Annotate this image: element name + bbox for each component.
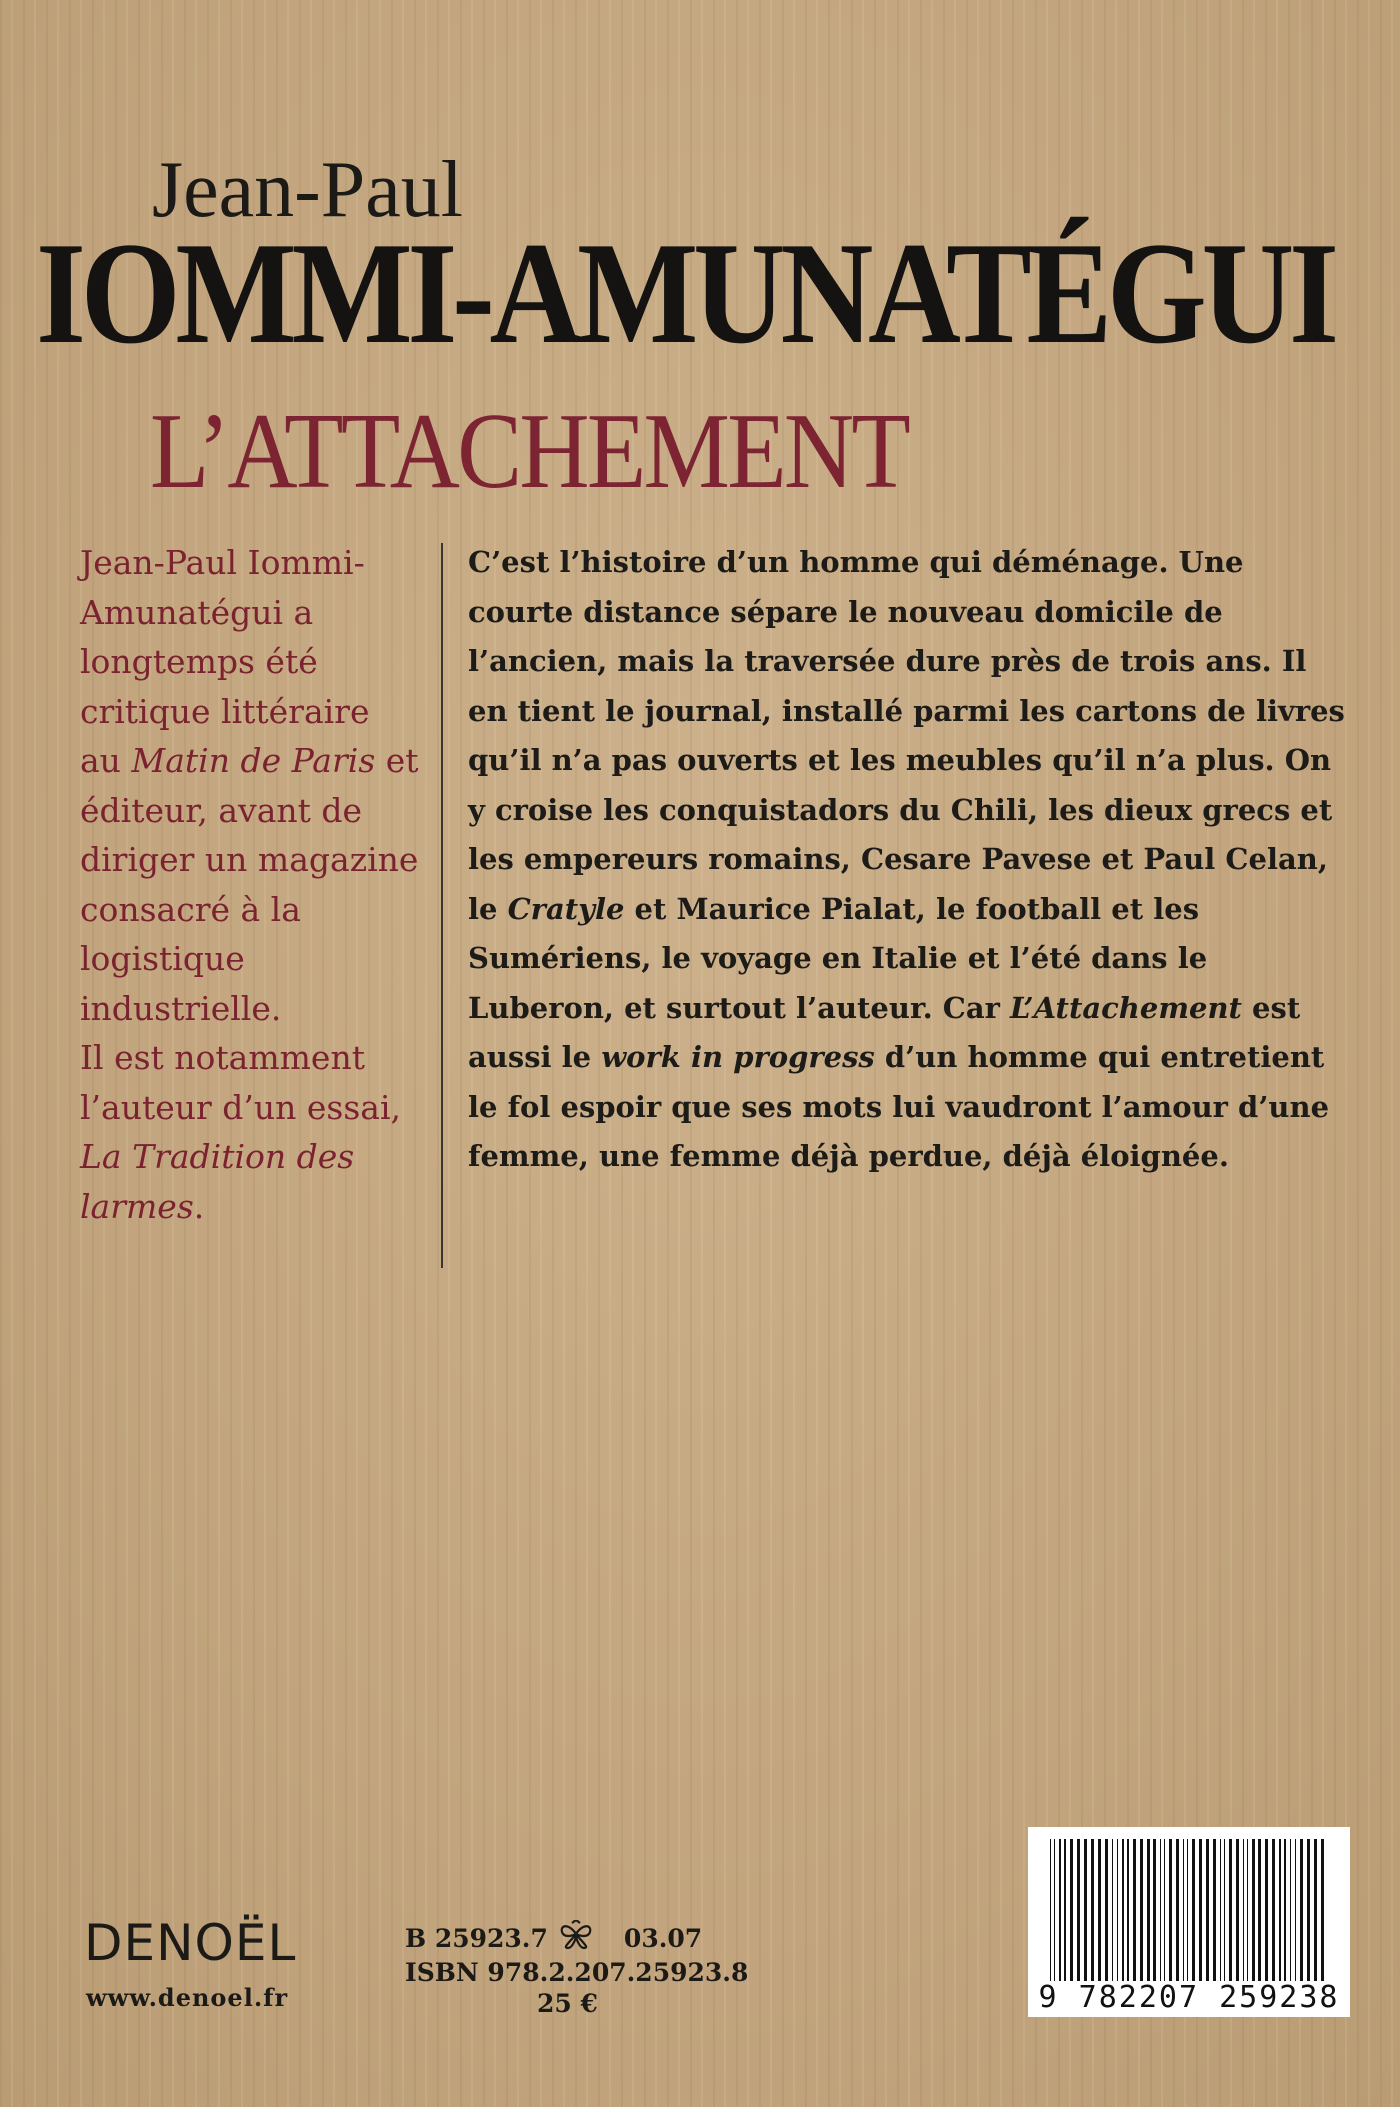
barcode-bar [1300,1839,1303,1981]
publisher-logo: DENOËL [84,1914,297,1972]
barcode-bar [1314,1839,1317,1981]
summary-text: est aussi le [468,990,1301,1074]
summary-text: d’un homme qui entretient le fol espoir que ses mots lui vaudront l’amour d’une femme, une femme déjà perdue, déjà éloignée. [468,1040,1330,1173]
publisher-url: www.denoel.fr [86,1983,289,2012]
barcode-bar [1192,1839,1195,1997]
bio-essay-title: La Tradition des larmes [80,1137,355,1226]
barcode-bar [1070,1839,1073,1981]
barcode-bar [1050,1839,1051,1997]
barcode-bar [1258,1839,1261,1981]
barcode-bar [1059,1839,1061,1981]
publisher-emblem-icon [554,1920,598,1957]
date-code: 03.07 [623,1924,703,1953]
bio-text: . [193,1186,205,1226]
barcode-bar [1117,1839,1118,1981]
bio-text: Il est notamment l’auteur d’un essai, [80,1038,402,1127]
barcode-bar [1252,1839,1255,1981]
isbn: ISBN 978.2.207.25923.8 [405,1958,749,1987]
price: 25 € [537,1989,598,2018]
barcode-bar [1295,1839,1296,1981]
barcode-bar [1290,1839,1291,1981]
barcode-digits: 9 782207 259238 [1028,1981,1350,2015]
summary-italic: L’Attachement [1010,990,1242,1025]
barcode-bar [1206,1839,1209,1981]
barcode-bar [1105,1839,1108,1981]
barcode-bar [1284,1839,1286,1981]
barcode-bar [1084,1839,1087,1981]
author-bio [80,538,420,1231]
barcode-bar [1160,1839,1161,1981]
barcode-bar [1213,1839,1216,1981]
bio-newspaper-title: Matin de Paris [131,741,376,780]
book-code: B 25923.7 [405,1924,548,1953]
book-codes [405,1920,749,2019]
barcode-bar [1176,1839,1179,1981]
barcode-bar [1153,1839,1156,1981]
barcode-bar [1199,1839,1202,1981]
bio-text: Jean-Paul Iommi-Amunatégui a longtemps été critique littéraire au [80,543,370,780]
book-summary [468,538,1348,1182]
barcode [1028,1827,1350,2017]
barcode-bar [1140,1839,1143,1981]
bio-text: et éditeur, avant de diriger un magazine consacré à la logistique industrielle. [80,741,419,1028]
summary-italic: work in progress [601,1040,875,1074]
summary-text: C’est l’histoire d’un homme qui déménage. Une courte distance sépare le nouveau domicile de l’ancien, mais la traversée dure près de trois ans. Il en tient le journal, installé parmi les cartons de livres qu’il n’a pas ouverts et les meubles qu’il n’a plus. On y croise les conquistadors du Chili, les dieux grecs et les empereurs romains, Cesare Pavese et Paul Celan, le [468,545,1345,926]
summary-italic: Cratyle [507,891,625,926]
barcode-bar [1187,1839,1188,1997]
barcode-bar [1098,1839,1101,1981]
summary-text: et Maurice Pialat, le football et les Sumériens, le voyage en Italie et l’été dans le Luberon, et surtout l’auteur. Car [468,891,1208,1025]
barcode-bar [1279,1839,1281,1981]
column-divider [441,543,443,1268]
author-first-name: Jean-Paul [152,146,464,234]
barcode-bar [1236,1839,1239,1981]
author-last-name: IOMMI-AMUNATÉGUI [36,212,1334,374]
barcode-bar [1077,1839,1080,1981]
barcode-bar [1265,1839,1268,1981]
barcode-bar [1243,1839,1244,1981]
barcode-bar [1054,1839,1055,1997]
barcode-bar [1169,1839,1172,1981]
barcode-bar [1307,1839,1310,1981]
barcode-bar [1247,1839,1248,1981]
code-line [405,1920,745,1957]
barcode-bar [1064,1839,1066,1981]
barcode-bar [1147,1839,1150,1981]
barcode-bar [1164,1839,1165,1981]
barcode-bar [1224,1839,1225,1981]
barcode-bar [1183,1839,1184,1981]
book-title: L’ATTACHEMENT [150,392,909,511]
barcode-bar [1229,1839,1232,1981]
barcode-bar [1127,1839,1129,1981]
barcode-bar [1220,1839,1221,1981]
barcode-bar [1321,1839,1324,1997]
barcode-bar [1091,1839,1094,1981]
barcode-bar [1112,1839,1113,1981]
barcode-bar [1122,1839,1124,1981]
barcode-bar [1272,1839,1275,1981]
barcode-bar [1133,1839,1136,1981]
